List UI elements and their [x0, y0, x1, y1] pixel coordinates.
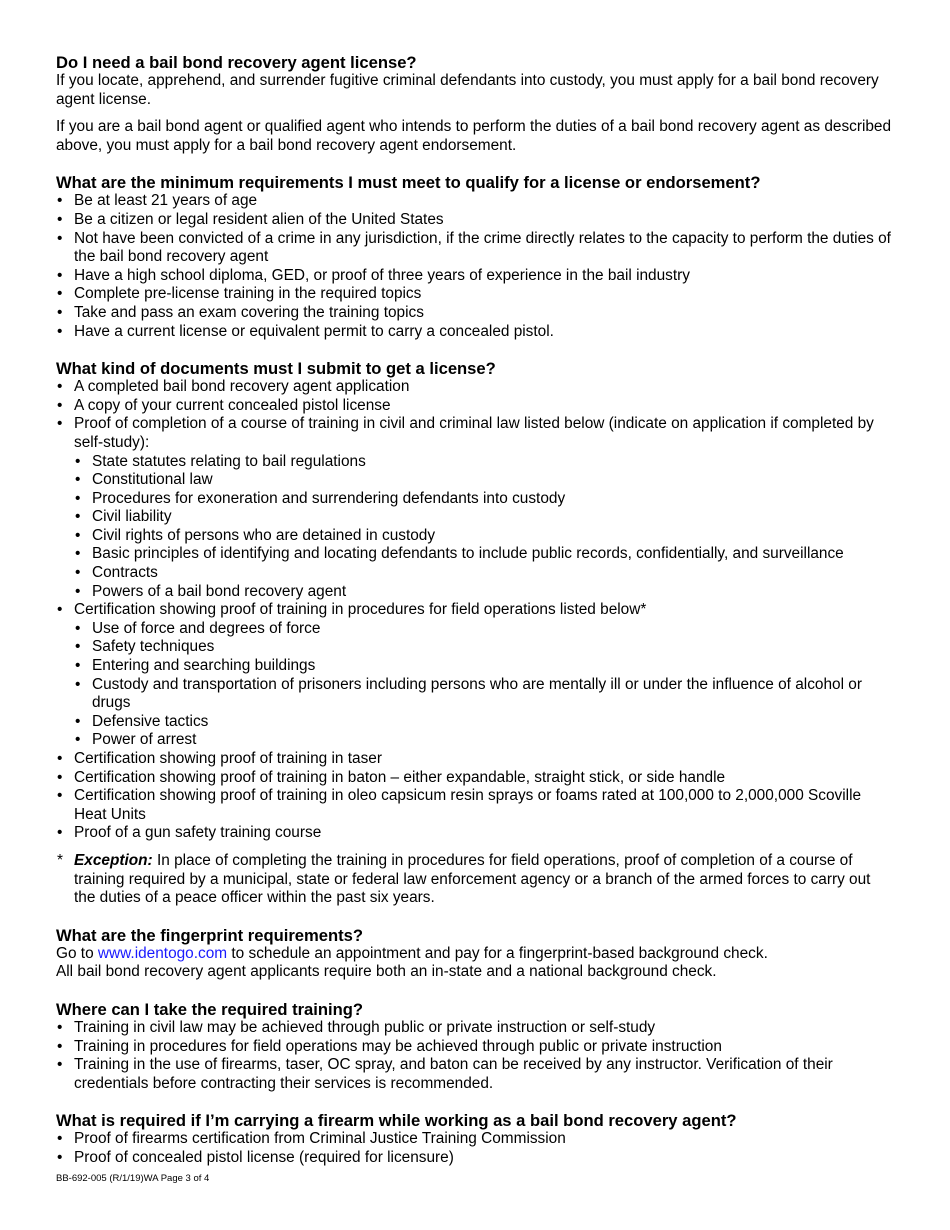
list-item: • Proof of a gun safety training course: [56, 824, 896, 843]
list-item: • Not have been convicted of a crime in any jurisdiction, if the crime directly relates to the capacity to perform the duties of the bail bond recovery agent: [56, 230, 896, 267]
list-item: • A copy of your current concealed pistol license: [56, 397, 896, 416]
list-item: • Certification showing proof of training in procedures for field operations listed below*: [56, 601, 896, 620]
list-item: • Training in procedures for field operations may be achieved through public or private instruction: [56, 1038, 896, 1057]
sub-list-item: • Entering and searching buildings: [74, 657, 896, 676]
sub-list-item: • Powers of a bail bond recovery agent: [74, 583, 896, 602]
list-item: • Certification showing proof of training in baton – either expandable, straight stick, or side handle: [56, 769, 896, 788]
section-heading-firearm: What is required if I’m carrying a firearm while working as a bail bond recovery agent?: [56, 1111, 737, 1131]
sub-list-item: • Civil liability: [74, 508, 896, 527]
section-heading-documents: What kind of documents must I submit to get a license?: [56, 359, 496, 379]
sub-list-item: • Use of force and degrees of force: [74, 620, 896, 639]
exception-note: [56, 852, 896, 908]
sub-list-item: • Power of arrest: [74, 731, 896, 750]
list-item: • Proof of firearms certification from Criminal Justice Training Commission: [56, 1130, 896, 1149]
list-item: • Be a citizen or legal resident alien of the United States: [56, 211, 896, 230]
sub-list-item: • Safety techniques: [74, 638, 896, 657]
list-item: • Proof of concealed pistol license (required for licensure): [56, 1149, 896, 1168]
footnote-asterisk: *: [57, 851, 63, 869]
list-item: • Complete pre-license training in the required topics: [56, 285, 896, 304]
exception-text: In place of completing the training in procedures for field operations, proof of completion of a course of training required by a municipal, state or federal law enforcement agency or a branch of the armed forces to carry out the duties of a peace officer within the past six years.: [74, 851, 871, 907]
list-item: • A completed bail bond recovery agent application: [56, 378, 896, 397]
fingerprint-text-post: to schedule an appointment and pay for a fingerprint-based background check.: [227, 944, 768, 962]
sub-list-item: • Procedures for exoneration and surrendering defendants into custody: [74, 490, 896, 509]
documents-list: [56, 378, 896, 452]
law-topics-list: [56, 453, 896, 602]
sub-list-item: • Defensive tactics: [74, 713, 896, 732]
sub-list-item: • Constitutional law: [74, 471, 896, 490]
list-item: • Certification showing proof of training in oleo capsicum resin sprays or foams rated at 100,000 to 2,000,000 Scoville Heat Units: [56, 787, 896, 824]
paragraph-license: If you locate, apprehend, and surrender fugitive criminal defendants into custody, you must apply for a bail bond recovery agent license.: [56, 72, 879, 108]
sub-list-item: • State statutes relating to bail regulations: [74, 453, 896, 472]
document-page: [56, 53, 896, 1168]
section-heading-fingerprint: What are the fingerprint requirements?: [56, 925, 364, 945]
sub-list-item: • Contracts: [74, 564, 896, 583]
list-item: • Proof of completion of a course of training in civil and criminal law listed below (indicate on application if completed by self-study):: [56, 415, 896, 452]
list-item: • Certification showing proof of training in taser: [56, 750, 896, 769]
list-item: • Be at least 21 years of age: [56, 192, 896, 211]
field-ops-topics-list: [56, 620, 896, 750]
training-list: [56, 1019, 896, 1093]
documents-list-continued: [56, 601, 896, 620]
identogo-link[interactable]: www.identogo.com: [97, 944, 228, 962]
fingerprint-line-1: [56, 945, 896, 964]
list-item: • Have a high school diploma, GED, or proof of three years of experience in the bail industry: [56, 267, 896, 286]
paragraph-endorsement: If you are a bail bond agent or qualified agent who intends to perform the duties of a bail bond recovery agent as described above, you must apply for a bail bond recovery agent endorsement.: [56, 118, 892, 154]
exception-label: Exception:: [74, 851, 153, 869]
list-item: • Training in civil law may be achieved through public or private instruction or self-study: [56, 1019, 896, 1038]
list-item: • Have a current license or equivalent permit to carry a concealed pistol.: [56, 323, 896, 342]
sub-list-item: • Custody and transportation of prisoners including persons who are mentally ill or under the influence of alcohol or drugs: [74, 676, 896, 713]
firearm-list: [56, 1130, 896, 1167]
requirements-list: [56, 192, 896, 341]
section-heading-license: Do I need a bail bond recovery agent license?: [56, 53, 417, 72]
certifications-list: [56, 750, 896, 843]
section-heading-requirements: What are the minimum requirements I must meet to qualify for a license or endorsement?: [56, 173, 761, 193]
list-item: • Take and pass an exam covering the training topics: [56, 304, 896, 323]
sub-list-item: • Civil rights of persons who are detained in custody: [74, 527, 896, 546]
page-footer: BB-692-005 (R/1/19)WA Page 3 of 4: [56, 1173, 210, 1184]
fingerprint-text-pre: Go to: [56, 944, 98, 962]
list-item: • Training in the use of firearms, taser, OC spray, and baton can be received by any instructor. Verification of their credentials before contracting their services is recommended.: [56, 1056, 896, 1093]
sub-list-item: • Basic principles of identifying and locating defendants to include public records, confidentially, and surveillance: [74, 545, 896, 564]
fingerprint-line-2: All bail bond recovery agent applicants require both an in-state and a national background check.: [56, 963, 717, 981]
section-heading-training: Where can I take the required training?: [56, 999, 364, 1019]
